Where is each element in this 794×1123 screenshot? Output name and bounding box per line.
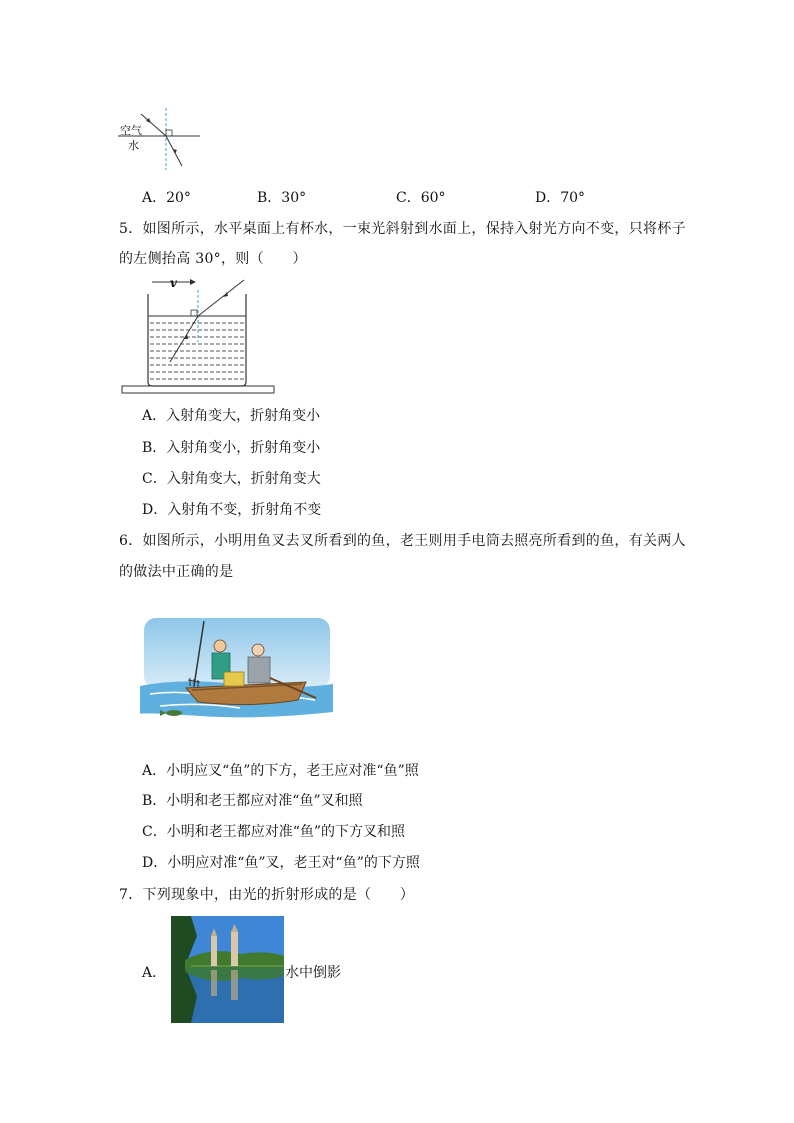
label-water: 水 — [128, 139, 139, 152]
velocity-arrow-head — [190, 279, 196, 285]
q7-option-a-photo — [171, 916, 284, 1023]
label-air: 空气 — [120, 124, 142, 137]
q6-option-a: A．小明应叉“鱼”的下方，老王应对准“鱼”照 — [142, 763, 419, 779]
refracted-arrow — [184, 334, 188, 339]
table-surface — [122, 386, 274, 393]
water-fill-lines — [150, 323, 244, 379]
velocity-label: v — [170, 276, 177, 290]
boat-fishing-image — [140, 616, 333, 722]
q5-option-c: C．入射角变大，折射角变大 — [142, 471, 321, 487]
q5-option-a: A．入射角变大，折射角变小 — [142, 408, 321, 424]
q4-option-d: D．70° — [535, 190, 586, 206]
q6-boat-illustration — [140, 616, 333, 722]
q6-option-b: B．小明和老王都应对准“鱼”叉和照 — [142, 793, 363, 809]
incident-ray — [198, 280, 244, 316]
q7-option-a-text: 水中倒影 — [285, 965, 341, 981]
q7-option-a-letter: A． — [142, 965, 167, 981]
right-angle-mark — [191, 310, 197, 316]
q4-option-b: B．30° — [257, 190, 307, 206]
q6-stem-line2: 的做法中正确的是 — [119, 564, 234, 580]
q5-stem-line1: 5．如图所示，水平桌面上有杯水，一束光斜射到水面上，保持入射光方向不变，只将杯子 — [119, 221, 686, 237]
q5-cup-figure — [120, 276, 280, 396]
q5-cup-diagram — [120, 276, 280, 396]
q5-option-b: B．入射角变小，折射角变小 — [142, 440, 321, 456]
q5-option-d: D．入射角不变，折射角不变 — [142, 502, 322, 518]
q4-option-a: A．20° — [142, 190, 191, 206]
q4-option-c: C．60° — [396, 190, 446, 206]
q6-option-c: C．小明和老王都应对准“鱼”的下方叉和照 — [142, 824, 406, 840]
q4-refraction-figure — [118, 108, 208, 173]
q7-stem: 7．下列现象中，由光的折射形成的是（ ） — [119, 887, 415, 903]
q6-option-d: D．小明应对准“鱼”叉，老王对“鱼”的下方照 — [142, 855, 420, 871]
incident-ray — [141, 114, 166, 136]
q5-stem-line2: 的左侧抬高 30°，则（ ） — [119, 251, 307, 267]
right-angle-mark — [166, 130, 172, 136]
refracted-arrow — [173, 149, 177, 154]
pagoda-reflection-image — [171, 916, 284, 1023]
q6-stem-line1: 6．如图所示，小明用鱼叉去叉所看到的鱼，老王则用手电筒去照亮所看到的鱼，有关两人 — [119, 533, 686, 549]
